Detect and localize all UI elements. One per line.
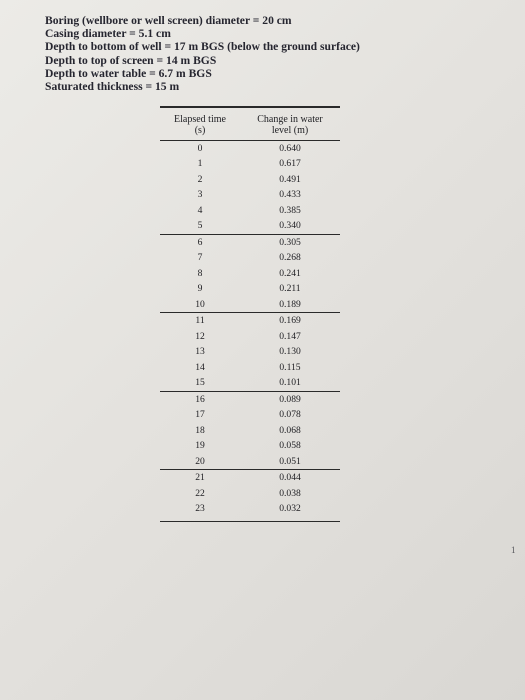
table-row	[160, 360, 340, 376]
table-row	[160, 392, 340, 408]
elapsed-time-cell: 5	[197, 220, 203, 231]
table-row	[160, 375, 340, 391]
table-bottom-rule	[160, 521, 340, 523]
water-level-cell: 0.078	[279, 409, 301, 420]
water-level-cell: 0.115	[279, 361, 301, 373]
elapsed-time-cell: 13	[195, 346, 205, 357]
water-level-cell: 0.044	[279, 472, 301, 483]
table-row	[160, 313, 340, 329]
header-elapsed-time: Elapsed time (s)	[174, 113, 226, 136]
elapsed-time-cell: 21	[195, 472, 205, 483]
well-parameters	[45, 14, 360, 93]
table-row	[160, 250, 340, 266]
water-level-cell: 0.038	[279, 487, 301, 499]
water-level-cell: 0.340	[279, 220, 301, 231]
water-level-cell: 0.051	[279, 455, 301, 467]
water-level-cell: 0.058	[279, 440, 301, 451]
water-level-cell: 0.189	[279, 298, 301, 310]
elapsed-time-cell: 1	[197, 158, 203, 169]
water-level-cell: 0.068	[279, 424, 301, 436]
page-number: 1	[511, 545, 516, 555]
table-row	[160, 423, 340, 439]
elapsed-time-cell: 19	[195, 440, 205, 451]
elapsed-time-cell: 23	[195, 503, 205, 514]
water-level-cell: 0.032	[279, 503, 301, 514]
water-level-cell: 0.433	[279, 189, 301, 200]
param-boring-diameter: Boring (wellbore or well screen) diameter = 20 cm	[45, 14, 292, 27]
water-level-cell: 0.241	[279, 267, 301, 279]
elapsed-time-cell: 15	[195, 377, 205, 388]
table-row	[160, 141, 340, 157]
table-row	[160, 281, 340, 297]
elapsed-time-cell: 20	[195, 455, 205, 467]
param-depth-screen-top: Depth to top of screen = 14 m BGS	[45, 53, 217, 67]
water-level-cell: 0.385	[279, 204, 301, 216]
elapsed-time-cell: 11	[195, 315, 205, 326]
table-row	[160, 329, 340, 345]
elapsed-time-cell: 16	[195, 393, 205, 405]
param-depth-bottom: Depth to bottom of well = 17 m BGS (below the ground surface)	[45, 40, 360, 54]
slug-test-table	[160, 106, 340, 522]
water-level-cell: 0.101	[279, 377, 301, 388]
water-level-cell: 0.147	[279, 330, 301, 342]
water-level-cell: 0.089	[279, 393, 301, 405]
table-row	[160, 501, 340, 517]
table-row	[160, 438, 340, 454]
elapsed-time-cell: 3	[197, 189, 203, 200]
water-level-cell: 0.491	[279, 173, 301, 185]
table-row	[160, 235, 340, 251]
table-header	[160, 108, 340, 140]
table-row	[160, 172, 340, 188]
param-depth-water-table: Depth to water table = 6.7 m BGS	[45, 66, 212, 80]
elapsed-time-cell: 17	[195, 409, 205, 420]
water-level-cell: 0.617	[279, 158, 301, 169]
table-row	[160, 266, 340, 282]
param-saturated-thickness: Saturated thickness = 15 m	[45, 80, 180, 94]
elapsed-time-cell: 9	[197, 283, 203, 294]
table-body	[160, 140, 340, 517]
table-row	[160, 486, 340, 502]
table-row	[160, 454, 340, 470]
elapsed-time-cell: 10	[195, 298, 205, 310]
elapsed-time-cell: 4	[197, 204, 203, 216]
elapsed-time-cell: 7	[197, 252, 203, 263]
water-level-cell: 0.268	[279, 252, 301, 263]
elapsed-time-cell: 18	[195, 424, 205, 436]
water-level-cell: 0.305	[279, 236, 301, 248]
table-row	[160, 203, 340, 219]
elapsed-time-cell: 12	[195, 330, 205, 342]
elapsed-time-cell: 0	[197, 142, 203, 154]
elapsed-time-cell: 22	[195, 487, 205, 499]
elapsed-time-cell: 14	[195, 361, 205, 373]
table-row	[160, 470, 340, 486]
table-row	[160, 407, 340, 423]
elapsed-time-cell: 8	[197, 267, 203, 279]
water-level-cell: 0.169	[279, 315, 301, 326]
water-level-cell: 0.211	[279, 283, 301, 294]
table-row	[160, 187, 340, 203]
header-water-level: Change in water level (m)	[257, 113, 323, 136]
water-level-cell: 0.640	[279, 142, 301, 154]
param-casing-diameter: Casing diameter = 5.1 cm	[45, 27, 171, 41]
elapsed-time-cell: 2	[197, 173, 203, 185]
water-level-cell: 0.130	[279, 346, 301, 357]
table-row	[160, 297, 340, 313]
table-row	[160, 344, 340, 360]
table-row	[160, 156, 340, 172]
elapsed-time-cell: 6	[197, 236, 203, 248]
table-row	[160, 218, 340, 234]
